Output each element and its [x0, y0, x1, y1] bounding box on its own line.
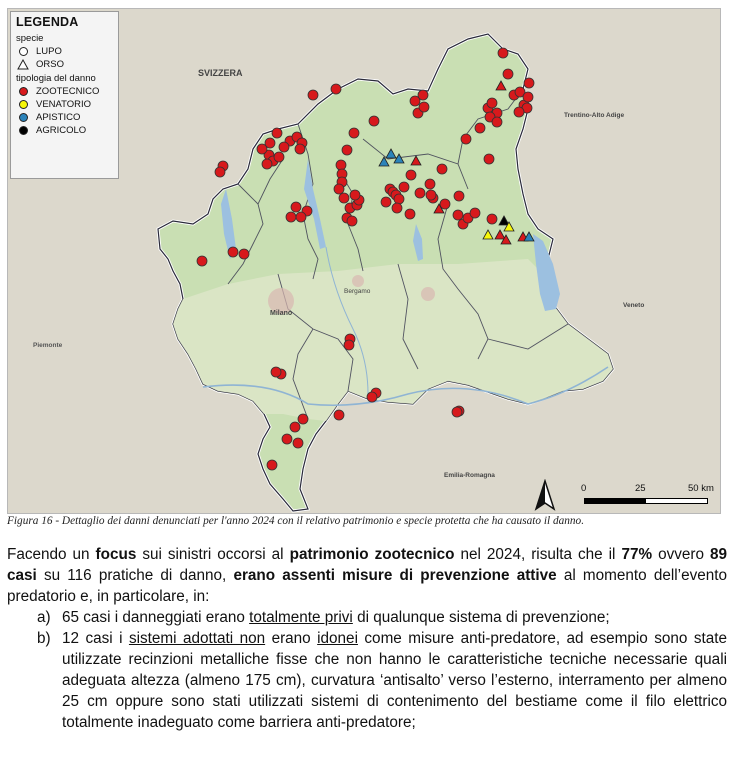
- zootecnico-lupo-marker: [461, 134, 471, 144]
- zootecnico-lupo-marker: [228, 247, 238, 257]
- zootecnico-lupo-marker: [419, 102, 429, 112]
- label-svizzera: SVIZZERA: [198, 68, 243, 78]
- legend-item-lupo: [16, 45, 113, 58]
- scale-label-mid: 25: [635, 483, 646, 494]
- zootecnico-lupo-marker: [475, 123, 485, 133]
- black-dot-icon: [16, 125, 30, 137]
- zootecnico-lupo-marker: [347, 216, 357, 226]
- urban-bergamo: [352, 275, 364, 287]
- zootecnico-lupo-marker: [267, 460, 277, 470]
- zootecnico-lupo-marker: [350, 190, 360, 200]
- zootecnico-lupo-marker: [239, 249, 249, 259]
- zootecnico-lupo-marker: [215, 167, 225, 177]
- zootecnico-lupo-marker: [399, 182, 409, 192]
- legend-title: LEGENDA: [16, 15, 79, 29]
- zootecnico-lupo-marker: [487, 98, 497, 108]
- zootecnico-lupo-marker: [453, 210, 463, 220]
- zootecnico-lupo-marker: [381, 197, 391, 207]
- legend-label: ZOOTECNICO: [36, 85, 100, 97]
- label-veneto: Veneto: [623, 302, 645, 309]
- figure-caption: Figura 16 - Dettaglio dei danni denunciati per l'anno 2024 con il relativo patrimonio e specie protetta che ha causato il danno.: [7, 515, 585, 527]
- scale-label-end: 50 km: [688, 483, 714, 494]
- list-marker: a): [37, 609, 51, 626]
- red-dot-icon: [16, 86, 30, 98]
- zootecnico-lupo-marker: [282, 434, 292, 444]
- urban-brescia: [421, 287, 435, 301]
- legend-label: VENATORIO: [36, 98, 92, 110]
- zootecnico-lupo-marker: [286, 212, 296, 222]
- zootecnico-lupo-marker: [290, 422, 300, 432]
- zootecnico-lupo-marker: [344, 340, 354, 350]
- zootecnico-lupo-marker: [334, 410, 344, 420]
- zootecnico-lupo-marker: [342, 145, 352, 155]
- body-text: [7, 544, 727, 733]
- north-arrow-icon: [534, 479, 556, 513]
- paragraph-focus: Facendo un focus sui sinistri occorsi al patrimonio zootecnico nel 2024, risulta che il 77% ovvero 89 casi su 116 pratiche di danno, erano assenti misure di prevenzione attive al momento dell’evento predatorio e, in particolare, in:: [7, 546, 728, 605]
- zootecnico-lupo-marker: [197, 256, 207, 266]
- zootecnico-lupo-marker: [339, 193, 349, 203]
- zootecnico-lupo-marker: [426, 190, 436, 200]
- yellow-dot-icon: [16, 99, 30, 111]
- legend-species-heading: specie: [16, 33, 44, 44]
- blue-dot-icon: [16, 112, 30, 124]
- legend-label: LUPO: [36, 45, 62, 57]
- zootecnico-lupo-marker: [336, 160, 346, 170]
- zootecnico-lupo-marker: [298, 414, 308, 424]
- scale-label-zero: 0: [581, 483, 587, 494]
- legend-damage-heading: tipologia del danno: [16, 73, 96, 84]
- triangle-outline-icon: [16, 59, 30, 71]
- zootecnico-lupo-marker: [487, 214, 497, 224]
- zootecnico-lupo-marker: [452, 407, 462, 417]
- zootecnico-lupo-marker: [349, 128, 359, 138]
- legend-item-agricolo: [16, 124, 113, 137]
- zootecnico-lupo-marker: [454, 191, 464, 201]
- zootecnico-lupo-marker: [392, 203, 402, 213]
- zootecnico-lupo-marker: [514, 107, 524, 117]
- zootecnico-lupo-marker: [405, 209, 415, 219]
- list-marker: b): [37, 630, 51, 647]
- label-piemonte: Piemonte: [33, 342, 63, 349]
- zootecnico-lupo-marker: [272, 128, 282, 138]
- label-milano: Milano: [270, 310, 293, 317]
- zootecnico-lupo-marker: [498, 48, 508, 58]
- zootecnico-lupo-marker: [437, 164, 447, 174]
- zootecnico-lupo-marker: [425, 179, 435, 189]
- zootecnico-lupo-marker: [296, 212, 306, 222]
- cases-list: [7, 607, 727, 733]
- zootecnico-lupo-marker: [503, 69, 513, 79]
- label-bergamo: Bergamo: [344, 288, 371, 295]
- zootecnico-lupo-marker: [492, 117, 502, 127]
- zootecnico-lupo-marker: [394, 194, 404, 204]
- zootecnico-lupo-marker: [484, 154, 494, 164]
- zootecnico-lupo-marker: [279, 142, 289, 152]
- list-item-a: a) 65 casi i danneggiati erano totalmente privi di qualunque sistema di prevenzione;: [37, 609, 610, 626]
- zootecnico-lupo-marker: [271, 367, 281, 377]
- zootecnico-lupo-marker: [418, 90, 428, 100]
- zootecnico-lupo-marker: [440, 199, 450, 209]
- legend-item-venatorio: [16, 98, 113, 111]
- zootecnico-lupo-marker: [274, 152, 284, 162]
- zootecnico-lupo-marker: [262, 159, 272, 169]
- zootecnico-lupo-marker: [331, 84, 341, 94]
- legend-item-orso: [16, 58, 113, 71]
- zootecnico-lupo-marker: [334, 184, 344, 194]
- legend-label: AGRICOLO: [36, 124, 87, 136]
- zootecnico-lupo-marker: [470, 208, 480, 218]
- label-trentino: Trentino-Alto Adige: [564, 112, 625, 119]
- zootecnico-lupo-marker: [369, 116, 379, 126]
- zootecnico-lupo-marker: [524, 78, 534, 88]
- circle-outline-icon: [16, 46, 30, 58]
- legend-label: ORSO: [36, 58, 64, 70]
- legend-item-zootecnico: [16, 85, 113, 98]
- zootecnico-lupo-marker: [367, 392, 377, 402]
- zootecnico-lupo-marker: [523, 92, 533, 102]
- map-legend: [10, 11, 119, 179]
- zootecnico-lupo-marker: [415, 188, 425, 198]
- legend-item-apistico: [16, 111, 113, 124]
- zootecnico-lupo-marker: [308, 90, 318, 100]
- list-item-b: b) 12 casi i sistemi adottati non erano idonei come misure anti-predatore, ad esempio sono state utilizzate recinzioni metalliche fisse che non hanno le caratteristiche tecniche necessarie quali adeguata altezza (almeno 175 cm), curvatura ‘antisalto’ verso l’esterno, interramento per almeno 25 cm oppure sono stati utilizzati sistemi di contenimento del bestiame come il filo elettrico totalmente inadeguato come barriera anti-predatore;: [37, 630, 728, 731]
- zootecnico-lupo-marker: [295, 144, 305, 154]
- label-emilia: Emilia-Romagna: [444, 472, 495, 479]
- legend-label: APISTICO: [36, 111, 81, 123]
- zootecnico-lupo-marker: [257, 144, 267, 154]
- scale-bar: [578, 483, 716, 509]
- zootecnico-lupo-marker: [291, 202, 301, 212]
- map-figure: [7, 8, 721, 514]
- zootecnico-lupo-marker: [293, 438, 303, 448]
- zootecnico-lupo-marker: [406, 170, 416, 180]
